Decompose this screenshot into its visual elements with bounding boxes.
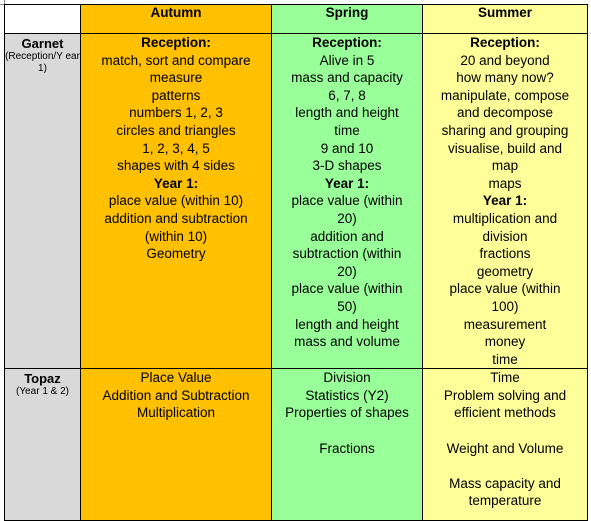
group-heading: Year 1:	[153, 175, 199, 191]
topic-line: match, sort and compare	[101, 52, 251, 68]
row-name: Topaz	[24, 371, 61, 387]
topic-line: Addition and Subtraction	[102, 387, 250, 403]
topic-line: 1, 2, 3, 4, 5	[142, 140, 210, 156]
topic-line: shapes with 4 sides	[117, 158, 235, 174]
cell-topaz-summer	[423, 369, 588, 521]
topic-line: Statistics (Y2)	[305, 387, 389, 403]
topic-line: visualise, build and	[447, 140, 563, 156]
cell-garnet-autumn	[81, 34, 272, 369]
cell-topaz-spring	[272, 369, 423, 521]
topic-line: Fractions	[319, 440, 375, 456]
curriculum-table	[4, 4, 588, 521]
topic-line: Weight and Volume	[446, 440, 564, 456]
blank-line	[272, 422, 422, 440]
topic-line: Properties of shapes	[285, 405, 409, 421]
row-subtitle: (Reception/Y ear 1)	[5, 51, 80, 74]
topic-line: subtraction (within	[292, 246, 402, 262]
topic-line: efficient methods	[454, 405, 556, 421]
topic-line: measure	[149, 70, 203, 86]
header-row	[5, 5, 588, 34]
topic-line: and decompose	[456, 105, 554, 121]
topic-line: place value (within	[291, 281, 403, 297]
topic-line: mass and capacity	[291, 70, 403, 86]
topic-line: manipulate, compose	[440, 87, 570, 103]
topic-line: Geometry	[146, 246, 206, 262]
topic-line: length and height	[295, 105, 399, 121]
topic-line: 100)	[491, 298, 519, 314]
topic-line: division	[482, 228, 528, 244]
row-garnet	[5, 34, 588, 369]
topic-line: addition and	[310, 228, 384, 244]
topic-line: how many now?	[456, 70, 554, 86]
topic-line: measurement	[463, 316, 547, 332]
topic-line: fractions	[479, 246, 531, 262]
cell-topaz-autumn	[81, 369, 272, 521]
header-spring: Spring	[272, 5, 423, 34]
row-label-garnet	[5, 34, 81, 369]
topic-line: numbers 1, 2, 3	[129, 105, 223, 121]
topic-line: maps	[488, 175, 522, 191]
topic-line: money	[484, 334, 526, 350]
blank-line	[423, 422, 587, 440]
topic-line: time	[492, 351, 518, 367]
topic-line: 20 and beyond	[460, 52, 550, 68]
row-subtitle: (Year 1 & 2)	[16, 386, 69, 398]
header-autumn: Autumn	[81, 5, 272, 34]
topic-line: Time	[490, 370, 520, 386]
header-summer: Summer	[423, 5, 588, 34]
topic-line: 3-D shapes	[312, 158, 382, 174]
topic-line: 9 and 10	[320, 140, 374, 156]
cell-garnet-spring	[272, 34, 423, 369]
topic-line: place value (within	[449, 281, 561, 297]
topic-line: temperature	[468, 493, 542, 509]
topic-line: addition and subtraction	[104, 210, 248, 226]
topic-line: place value (within	[291, 193, 403, 209]
topic-line: circles and triangles	[116, 122, 236, 138]
topic-line: Mass capacity and	[449, 475, 561, 491]
topic-line: Division	[323, 370, 371, 386]
topic-line: mass and volume	[294, 334, 400, 350]
topic-line: 20)	[337, 263, 357, 279]
group-heading: Reception:	[470, 35, 540, 50]
topic-line: multiplication and	[452, 210, 558, 226]
row-label-topaz	[5, 369, 81, 521]
group-heading: Year 1:	[324, 175, 370, 191]
row-topaz	[5, 369, 588, 521]
group-heading: Reception:	[141, 35, 211, 50]
row-name: Garnet	[21, 36, 64, 51]
blank-line	[423, 457, 587, 475]
topic-line: Place Value	[140, 370, 212, 386]
topic-line: length and height	[295, 316, 399, 332]
header-blank	[5, 5, 81, 34]
topic-line: (within 10)	[144, 228, 208, 244]
topic-line: Alive in 5	[319, 52, 375, 68]
topic-line: sharing and grouping	[441, 122, 569, 138]
cell-garnet-summer	[423, 34, 588, 369]
topic-line: 6, 7, 8	[328, 87, 366, 103]
topic-line: 20)	[337, 210, 357, 226]
topic-line: patterns	[151, 87, 201, 103]
group-heading: Reception:	[312, 35, 382, 50]
topic-line: 50)	[337, 298, 357, 314]
topic-line: Multiplication	[136, 405, 216, 421]
topic-line: map	[491, 158, 519, 174]
topic-line: Problem solving and	[443, 387, 567, 403]
topic-line: geometry	[476, 263, 534, 279]
topic-line: place value (within 10)	[108, 193, 244, 209]
topic-line: time	[334, 122, 360, 138]
group-heading: Year 1:	[482, 193, 528, 209]
